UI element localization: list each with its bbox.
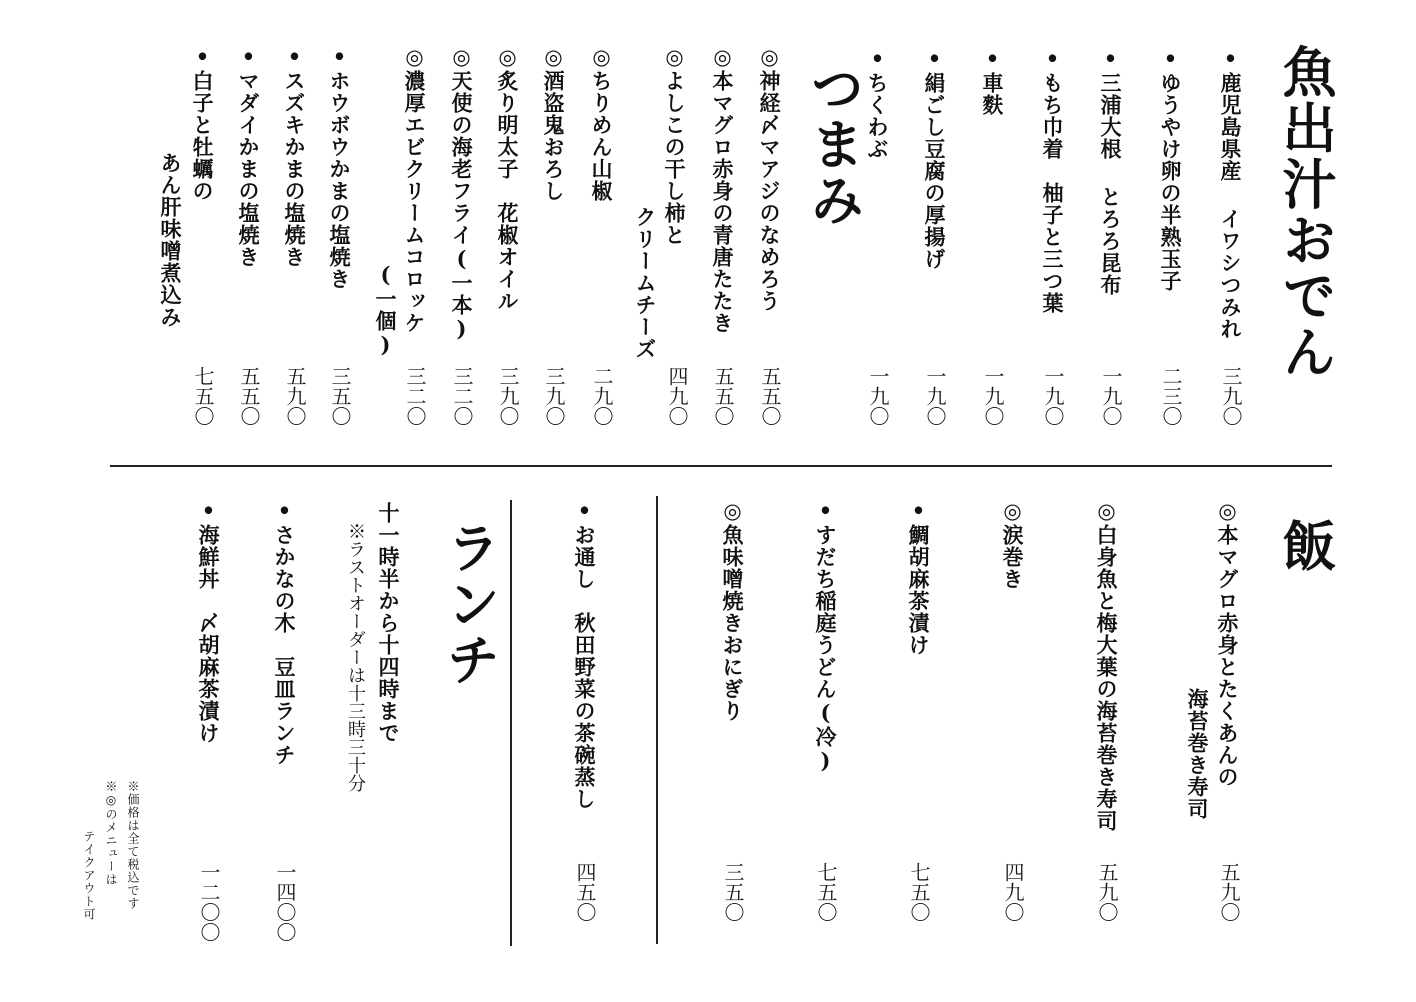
item-price: 四九〇 <box>665 366 689 426</box>
item-mark: • <box>572 498 597 524</box>
price-note: ※価格は全て税込です <box>126 780 140 910</box>
item-mark: ◎ <box>1094 498 1119 524</box>
tsumami-title: つまみ <box>802 60 866 228</box>
menu-item-ebi-fry <box>449 44 473 342</box>
item-price: 五九〇 <box>283 366 307 426</box>
item-name: お通し 秋田野菜の茶碗蒸し <box>572 524 597 810</box>
item-price: 一九〇 <box>1041 366 1065 426</box>
menu-item-shiromi-maki <box>1094 498 1118 832</box>
item-mark: ◎ <box>1000 498 1025 524</box>
item-mark: ◎ <box>1215 498 1240 524</box>
item-name: 白子と牡蠣の <box>190 70 215 202</box>
column-divider <box>656 496 658 944</box>
menu-item-iwashi <box>1218 46 1242 340</box>
item-name: 炙り明太子 花椒オイル <box>495 70 520 312</box>
menu-item-udon <box>813 498 837 774</box>
menu-item-hoshigaki <box>662 44 686 246</box>
takeout-note: ※◎のメニューは <box>104 780 118 886</box>
item-price: 四五〇 <box>573 862 597 922</box>
column-divider <box>510 500 512 946</box>
item-name: スズキかまの塩焼き <box>282 70 307 268</box>
item-mark: ◎ <box>720 498 745 524</box>
item-price: 五九〇 <box>1217 862 1241 922</box>
item-mark: ◎ <box>757 44 782 70</box>
item-price: 一九〇 <box>1099 366 1123 426</box>
item-name: マダイかまの塩焼き <box>236 70 261 268</box>
lunch-title: ランチ <box>438 520 502 688</box>
item-price: 五五〇 <box>237 366 261 426</box>
menu-item-tamago <box>1158 46 1182 292</box>
item-name: 車麩 <box>980 72 1005 116</box>
item-price: 七五〇 <box>191 366 215 426</box>
menu-item-namidamaki <box>1000 498 1024 590</box>
item-mark: • <box>813 498 838 524</box>
item-name: さかなの木 豆皿ランチ <box>272 524 297 766</box>
item-name: ホウボウかまの塩焼き <box>327 70 352 290</box>
item-price: 三二〇 <box>403 366 427 426</box>
lunch-hours: 十一時半から十四時まで <box>376 502 401 744</box>
item-name: 鯛胡麻茶漬け <box>906 524 931 656</box>
item-price: 七五〇 <box>814 862 838 922</box>
menu-item-atsuage <box>922 46 946 270</box>
item-price: 一九〇 <box>923 366 947 426</box>
item-mark: • <box>1218 46 1243 72</box>
item-name: 涙巻き <box>1000 524 1025 590</box>
item-price: 三九〇 <box>542 366 566 426</box>
item-name: 天使の海老フライ(一本) <box>449 70 474 342</box>
menu-item-mentaiko <box>495 44 519 312</box>
item-name: 酒盗鬼おろし <box>541 70 566 202</box>
item-name: 本マグロ赤身の青唐たたき <box>710 70 735 334</box>
item-mark: ◎ <box>449 44 474 70</box>
menu-item-kinchaku <box>1040 46 1064 314</box>
item-mark: • <box>196 498 221 524</box>
item-price: 三二〇 <box>450 366 474 426</box>
item-price: 二九〇 <box>590 366 614 426</box>
item-mark: • <box>282 44 307 70</box>
menu-item-namerou <box>757 44 781 312</box>
menu-item-madai <box>236 44 260 268</box>
item-price: 三五〇 <box>328 366 352 426</box>
item-price: 五五〇 <box>758 366 782 426</box>
item-name: 鹿児島県産 イワシつみれ <box>1218 72 1243 340</box>
menu-item-maguro-maki <box>1215 498 1239 788</box>
item-name: 絹ごし豆腐の厚揚げ <box>922 72 947 270</box>
item-price: 一九〇 <box>981 366 1005 426</box>
menu-item-shirako <box>190 44 214 202</box>
item-mark: • <box>980 46 1005 72</box>
menu-item-kurumabu <box>980 46 1004 116</box>
section-divider <box>110 465 1332 467</box>
item-price: 三九〇 <box>496 366 520 426</box>
item-name: ちりめん山椒 <box>589 70 614 202</box>
oden-title: 魚出汁おでん <box>1274 44 1338 380</box>
item-mark: ◎ <box>495 44 520 70</box>
item-name: もち巾着 柚子と三つ葉 <box>1040 72 1065 314</box>
item-name: よしこの干し柿と <box>662 70 687 246</box>
item-price: 一四〇〇 <box>273 862 297 942</box>
item-price: 一九〇 <box>866 366 890 426</box>
menu-item-shirako-line2: あん肝味噌煮込み <box>158 152 183 328</box>
item-price: 三五〇 <box>721 862 745 922</box>
item-price: 三九〇 <box>1219 366 1243 426</box>
meshi-title: 飯 <box>1274 518 1338 574</box>
item-name: ちくわぶ <box>865 72 890 160</box>
item-name: 本マグロ赤身とたくあんの <box>1215 524 1240 788</box>
item-name: 三浦大根 とろろ昆布 <box>1098 72 1123 296</box>
item-price: 二三〇 <box>1159 366 1183 426</box>
menu-item-shutou <box>541 44 565 202</box>
item-mark: ◎ <box>541 44 566 70</box>
item-name: 神経〆マアジのなめろう <box>757 70 782 312</box>
item-name: ゆうやけ卵の半熟玉子 <box>1158 72 1183 292</box>
menu-item-hoshigaki-line2: クリームチーズ <box>633 206 658 360</box>
item-mark: • <box>1098 46 1123 72</box>
item-mark: ◎ <box>402 44 427 70</box>
item-mark: • <box>922 46 947 72</box>
item-price: 一二〇〇 <box>197 862 221 942</box>
item-mark: • <box>236 44 261 70</box>
item-name: すだち稲庭うどん(冷) <box>813 524 838 774</box>
item-price: 七五〇 <box>907 862 931 922</box>
item-name: 濃厚エビクリームコロッケ <box>402 70 427 334</box>
lunch-last-order: ※ラストオーダーは十三時三十分 <box>345 522 366 792</box>
menu-item-maguro-maki-line2: 海苔巻き寿司 <box>1185 688 1210 820</box>
item-mark: • <box>906 498 931 524</box>
item-mark: ◎ <box>662 44 687 70</box>
menu-item-mamezara <box>272 498 296 766</box>
menu-item-maguro-tataki <box>710 44 734 334</box>
item-price: 四九〇 <box>1001 862 1025 922</box>
item-name: 白身魚と梅大葉の海苔巻き寿司 <box>1094 524 1119 832</box>
menu-item-kaisendon <box>196 498 220 744</box>
takeout-note-line2: テイクアウト可 <box>82 830 96 921</box>
menu-item-tai-chazuke <box>906 498 930 656</box>
item-mark: ◎ <box>589 44 614 70</box>
item-mark: • <box>1158 46 1183 72</box>
item-mark: ◎ <box>710 44 735 70</box>
menu-item-daikon <box>1098 46 1122 296</box>
item-mark: • <box>190 44 215 70</box>
item-mark: • <box>865 46 890 72</box>
item-price: 五五〇 <box>711 366 735 426</box>
menu-item-otoshi <box>572 498 596 810</box>
item-mark: • <box>1040 46 1065 72</box>
item-name: 海鮮丼 〆胡麻茶漬け <box>196 524 221 744</box>
menu-item-croquette-line2: (一個) <box>373 262 398 358</box>
menu-item-chirimen <box>589 44 613 202</box>
menu-item-croquette <box>402 44 426 334</box>
menu-item-suzuki <box>282 44 306 268</box>
item-mark: • <box>327 44 352 70</box>
item-price: 五九〇 <box>1095 862 1119 922</box>
item-name: 魚味噌焼きおにぎり <box>720 524 745 722</box>
item-mark: • <box>272 498 297 524</box>
menu-item-houbou <box>327 44 351 290</box>
menu-item-onigiri <box>720 498 744 722</box>
